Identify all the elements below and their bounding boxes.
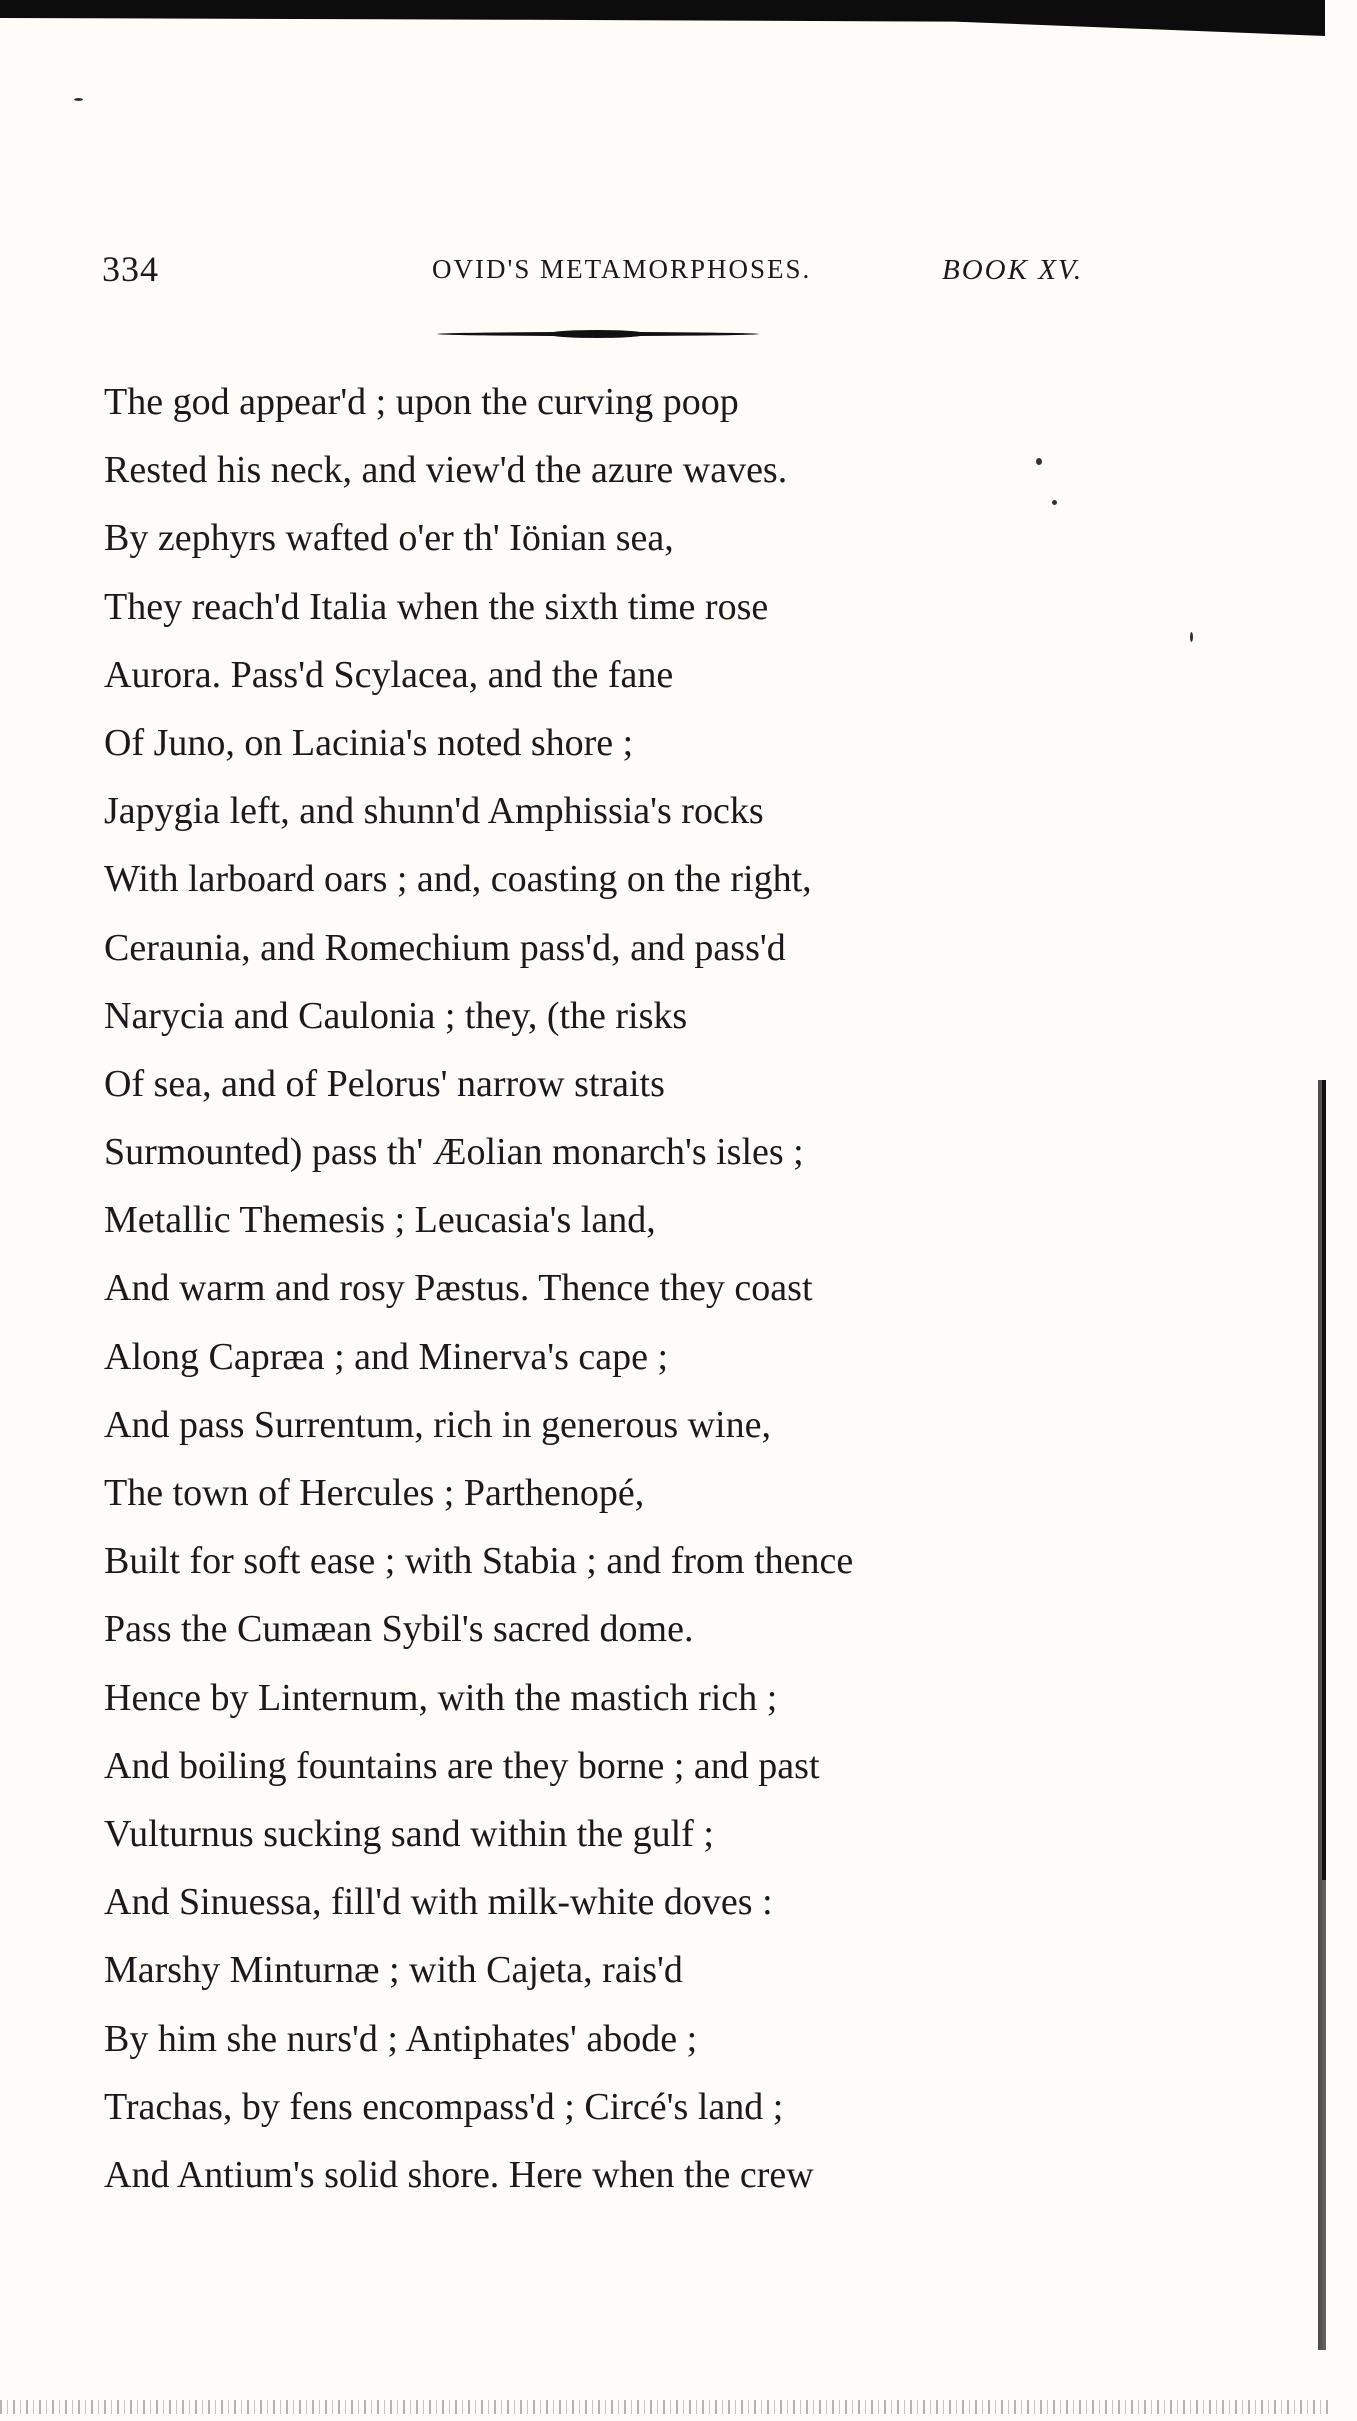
verse-line: And pass Surrentum, rich in generous wine, <box>104 1403 771 1446</box>
verse-line: By him she nurs'd ; Antiphates' abode ; <box>104 2017 698 2060</box>
running-title: OVID'S METAMORPHOSES. <box>432 254 812 284</box>
verse-line: By zephyrs wafted o'er th' Iönian sea, <box>104 517 674 560</box>
verse-line: Ceraunia, and Romechium pass'd, and pass'd <box>104 926 786 969</box>
verse-line: Trachas, by fens encompass'd ; Circé's land ; <box>104 2085 784 2128</box>
verse-line: Vulturnus sucking sand within the gulf ; <box>104 1812 714 1855</box>
verse-line: Narycia and Caulonia ; they, (the risks <box>104 994 688 1037</box>
verse-line: Japygia left, and shunn'd Amphissia's rocks <box>104 790 764 833</box>
verse-line: Of Juno, on Lacinia's noted shore ; <box>104 721 634 764</box>
verse-line: Of sea, and of Pelorus' narrow straits <box>104 1062 665 1105</box>
book-label: BOOK XV. <box>942 254 1084 286</box>
verse-line: And Antium's solid shore. Here when the crew <box>104 2153 814 2196</box>
page-right-edge-line <box>1322 1080 1326 1880</box>
verse-line: With larboard oars ; and, coasting on the right, <box>104 858 812 901</box>
verse-line: Built for soft ease ; with Stabia ; and from thence <box>104 1540 854 1583</box>
header-ornamental-rule <box>437 332 759 336</box>
ink-speck <box>74 98 83 101</box>
verse-line: They reach'd Italia when the sixth time rose <box>104 585 769 628</box>
verse-text <box>104 368 1104 2209</box>
page-bottom-edge-noise <box>0 2400 1330 2414</box>
verse-line: Pass the Cumæan Sybil's sacred dome. <box>104 1608 694 1651</box>
verse-line: Hence by Linternum, with the mastich rich ; <box>104 1676 778 1719</box>
verse-line: The town of Hercules ; Parthenopé, <box>104 1472 645 1514</box>
verse-line: Metallic Themesis ; Leucasia's land, <box>104 1199 656 1242</box>
verse-line: Marshy Minturnæ ; with Cajeta, rais'd <box>104 1949 683 1992</box>
page-number: 334 <box>102 249 159 289</box>
verse-line: Rested his neck, and view'd the azure waves. <box>104 449 788 492</box>
running-head <box>102 240 1122 300</box>
verse-line: The god appear'd ; upon the curving poop <box>104 381 739 423</box>
page-top-border <box>0 0 1325 36</box>
verse-line: And boiling fountains are they borne ; and past <box>104 1744 820 1787</box>
verse-line: Aurora. Pass'd Scylacea, and the fane <box>104 653 674 696</box>
ink-speck <box>1190 632 1193 642</box>
verse-line: And Sinuessa, fill'd with milk-white doves : <box>104 1881 773 1924</box>
verse-line: Surmounted) pass th' Æolian monarch's isles ; <box>104 1131 804 1174</box>
verse-line: Along Capræa ; and Minerva's cape ; <box>104 1335 669 1378</box>
verse-line: And warm and rosy Pæstus. Thence they coast <box>104 1267 813 1310</box>
